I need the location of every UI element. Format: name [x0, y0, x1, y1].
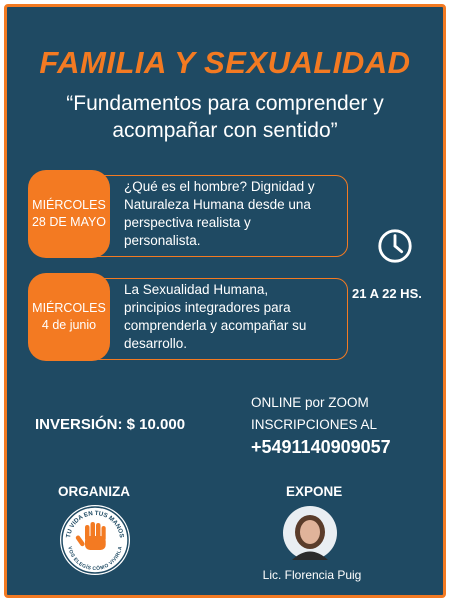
- session-2: [28, 273, 348, 361]
- registration-info: [251, 392, 377, 436]
- subtitle-line: acompañar con sentido”: [112, 119, 338, 142]
- event-title: FAMILIA Y SEXUALIDAD: [39, 45, 411, 80]
- price-label: INVERSIÓN: $ 10.000: [35, 416, 186, 433]
- logo-top-text: TU VIDA EN TUS MANOS: [65, 509, 125, 539]
- speaker-name: Lic. Florencia Puig: [262, 568, 362, 582]
- speaker-label: EXPONE: [286, 484, 343, 499]
- session-1: [28, 170, 348, 258]
- session-date-badge: [28, 170, 110, 258]
- description-line: La Sexualidad Humana,: [124, 282, 269, 297]
- speaker-avatar: [282, 505, 338, 561]
- phone-number[interactable]: +5491140909057: [251, 437, 391, 457]
- session-date: 4 de junio: [41, 318, 97, 332]
- logo-bottom-text: VOS ELEGÍS CÓMO VIVIRLA: [66, 545, 124, 573]
- description-line: desarrollo.: [124, 336, 188, 351]
- session-date: 28 DE MAYO: [31, 215, 107, 229]
- subtitle-line: “Fundamentos para comprender y: [66, 92, 384, 115]
- session-description: [124, 281, 344, 353]
- description-line: personalista.: [124, 233, 201, 248]
- organizer-label: ORGANIZA: [58, 484, 130, 499]
- modality-text: ONLINE por ZOOM: [251, 395, 369, 410]
- description-line: comprenderla y acompañar su: [124, 318, 307, 333]
- description-line: principios integradores para: [124, 300, 291, 315]
- organizer-logo: [58, 503, 132, 577]
- schedule-hours: 21 A 22 HS.: [352, 286, 422, 301]
- event-subtitle: [7, 90, 443, 144]
- session-date-badge: [28, 273, 110, 361]
- clock-icon: [376, 227, 414, 265]
- description-line: Naturaleza Humana desde una: [124, 197, 311, 212]
- inscriptions-text: INSCRIPCIONES AL: [251, 417, 378, 432]
- description-line: perspectiva realista y: [124, 215, 251, 230]
- description-line: ¿Qué es el hombre? Dignidad y: [124, 179, 315, 194]
- session-weekday: MIÉRCOLES: [32, 301, 106, 315]
- session-weekday: MIÉRCOLES: [32, 198, 106, 212]
- session-description: [124, 178, 344, 250]
